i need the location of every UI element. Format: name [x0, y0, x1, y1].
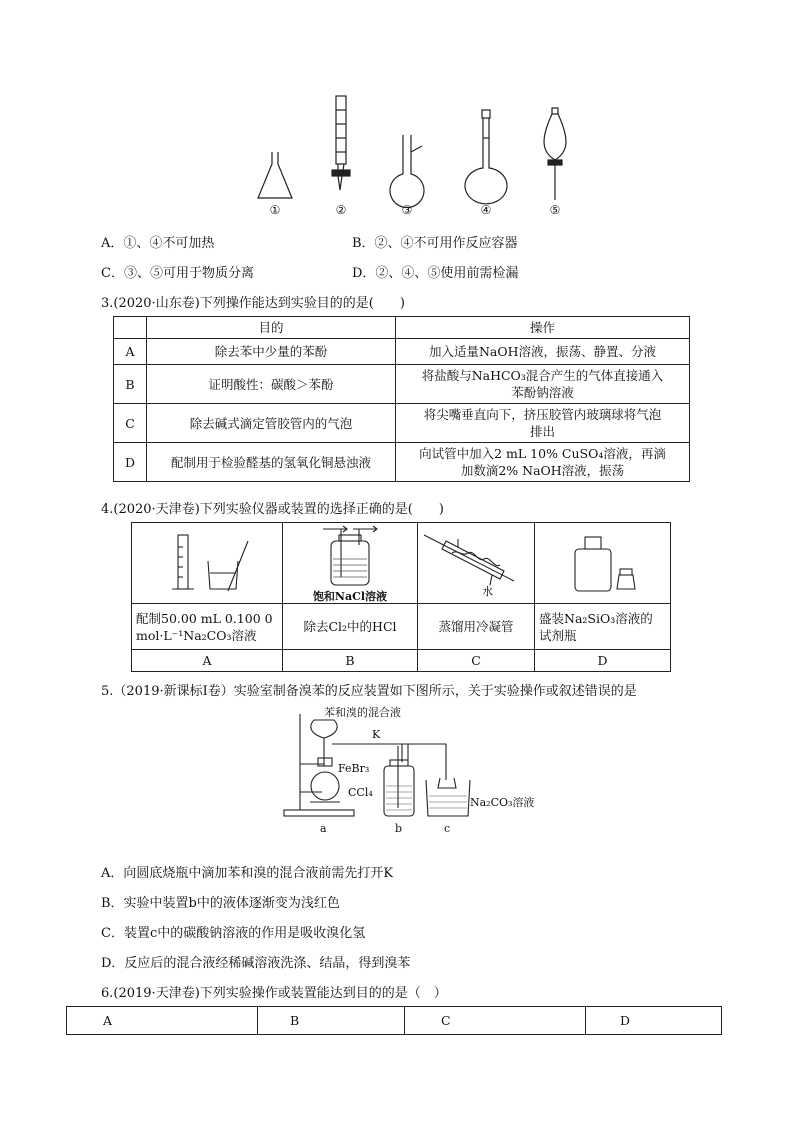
q3-row-key: D	[114, 443, 147, 482]
q6-header-a: A	[67, 1007, 258, 1035]
q4-nacl-label: 饱和NaCl溶液	[312, 590, 388, 603]
burette-icon	[332, 96, 350, 190]
table-row	[114, 339, 690, 365]
q5-stem: 5.（2019·新课标Ⅰ卷）实验室制备溴苯的反应装置如下图所示，关于实验操作或叙述错误的是	[101, 684, 637, 699]
separatory-funnel-icon	[544, 108, 566, 200]
q5-fig-ccl4-label: CCl₄	[348, 786, 373, 799]
q3-stem: 3.(2020·山东卷)下列操作能达到实验目的的是( )	[101, 296, 405, 311]
q6-header-c: C	[405, 1007, 586, 1035]
q4-cell-a-figure	[132, 523, 283, 604]
volumetric-flask-icon	[465, 110, 507, 204]
q3-row-key: C	[114, 404, 147, 443]
q2-option-b: B．②、④不可用作反应容器	[352, 236, 518, 251]
table-row	[114, 404, 690, 443]
q4-cell-c-figure	[418, 523, 535, 604]
q4-cell-b-figure	[283, 523, 418, 604]
q2-label-5: ⑤	[549, 203, 561, 217]
q2-label-3: ③	[401, 203, 413, 217]
q5-bromobenzene-apparatus-figure	[280, 706, 550, 836]
q3-row-purpose: 除去苯中少量的苯酚	[147, 339, 396, 365]
q3-header-operation: 操作	[396, 317, 690, 339]
q2-option-a: A．①、④不可加热	[101, 236, 215, 251]
q5-fig-a-label: a	[320, 822, 327, 835]
table-row	[114, 365, 690, 404]
q5-fig-febr3-label: FeBr₃	[338, 762, 370, 775]
q5-fig-na2co3-label: Na₂CO₃溶液	[470, 796, 535, 809]
q3-header-purpose: 目的	[147, 317, 396, 339]
q5-fig-k-label: K	[372, 728, 381, 741]
q6-header-d: D	[586, 1007, 722, 1035]
q4-letter-b: B	[283, 650, 418, 672]
condenser-icon	[418, 523, 534, 599]
q5-fig-b-label: b	[395, 822, 403, 835]
q4-caption-b: 除去Cl₂中的HCl	[283, 604, 418, 650]
q6-header-b: B	[258, 1007, 405, 1035]
q3-row-key: B	[114, 365, 147, 404]
q3-row-key: A	[114, 339, 147, 365]
q3-row-purpose: 配制用于检验醛基的氢氧化铜悬浊液	[147, 443, 396, 482]
q4-letter-a: A	[132, 650, 283, 672]
q4-caption-a: 配制50.00 mL 0.100 0 mol·L⁻¹Na₂CO₃溶液	[132, 604, 283, 650]
q4-stem: 4.(2020·天津卷)下列实验仪器或装置的选择正确的是( )	[101, 502, 444, 517]
q3-row-purpose: 除去碱式滴定管胶管内的气泡	[147, 404, 396, 443]
q3-row-purpose: 证明酸性：碳酸＞苯酚	[147, 365, 396, 404]
q5-option-d: D．反应后的混合液经稀碱溶液洗涤、结晶，得到溴苯	[101, 956, 411, 971]
table-row	[114, 443, 690, 482]
q5-option-c: C．装置c中的碳酸钠溶液的作用是吸收溴化氢	[101, 926, 366, 941]
reagent-bottle-icon	[535, 523, 670, 599]
q4-water-label: 水	[482, 585, 493, 598]
q3-row-operation: 向试管中加入2 mL 10% CuSO₄溶液，再滴 加数滴2% NaOH溶液，振荡	[396, 443, 690, 482]
q3-row-operation: 将盐酸与NaHCO₃混合产生的气体直接通入 苯酚钠溶液	[396, 365, 690, 404]
q3-row-operation: 加入适量NaOH溶液，振荡、静置、分液	[396, 339, 690, 365]
q6-table	[66, 1006, 722, 1035]
q2-apparatus-figure	[250, 90, 580, 220]
gas-washing-bottle-icon	[283, 523, 417, 587]
q2-option-d: D．②、④、⑤使用前需检漏	[352, 266, 519, 281]
distillation-flask-icon	[390, 135, 424, 208]
q2-label-4: ④	[480, 203, 492, 217]
q3-row-operation: 将尖嘴垂直向下，挤压胶管内玻璃球将气泡 排出	[396, 404, 690, 443]
q5-option-a: A．向圆底烧瓶中滴加苯和溴的混合液前需先打开K	[101, 866, 394, 881]
q4-letter-c: C	[418, 650, 535, 672]
q4-cell-d-figure	[535, 523, 671, 604]
q2-option-c: C．③、⑤可用于物质分离	[101, 266, 254, 281]
conical-flask-icon	[258, 152, 292, 198]
q6-stem: 6.(2019·天津卷)下列实验操作或装置能达到目的的是（ ）	[101, 986, 447, 1001]
q5-fig-c-label: c	[444, 822, 451, 835]
q4-table	[131, 522, 671, 672]
q3-table	[113, 316, 690, 482]
q5-fig-mix-label: 苯和溴的混合液	[324, 706, 401, 719]
graduated-cylinder-beaker-icon	[132, 523, 282, 599]
q4-caption-c: 蒸馏用冷凝管	[418, 604, 535, 650]
q2-label-1: ①	[269, 203, 281, 217]
q4-letter-d: D	[535, 650, 671, 672]
q4-caption-d: 盛装Na₂SiO₃溶液的 试剂瓶	[535, 604, 671, 650]
q5-option-b: B．实验中装置b中的液体逐渐变为浅红色	[101, 896, 340, 911]
q2-label-2: ②	[335, 203, 347, 217]
